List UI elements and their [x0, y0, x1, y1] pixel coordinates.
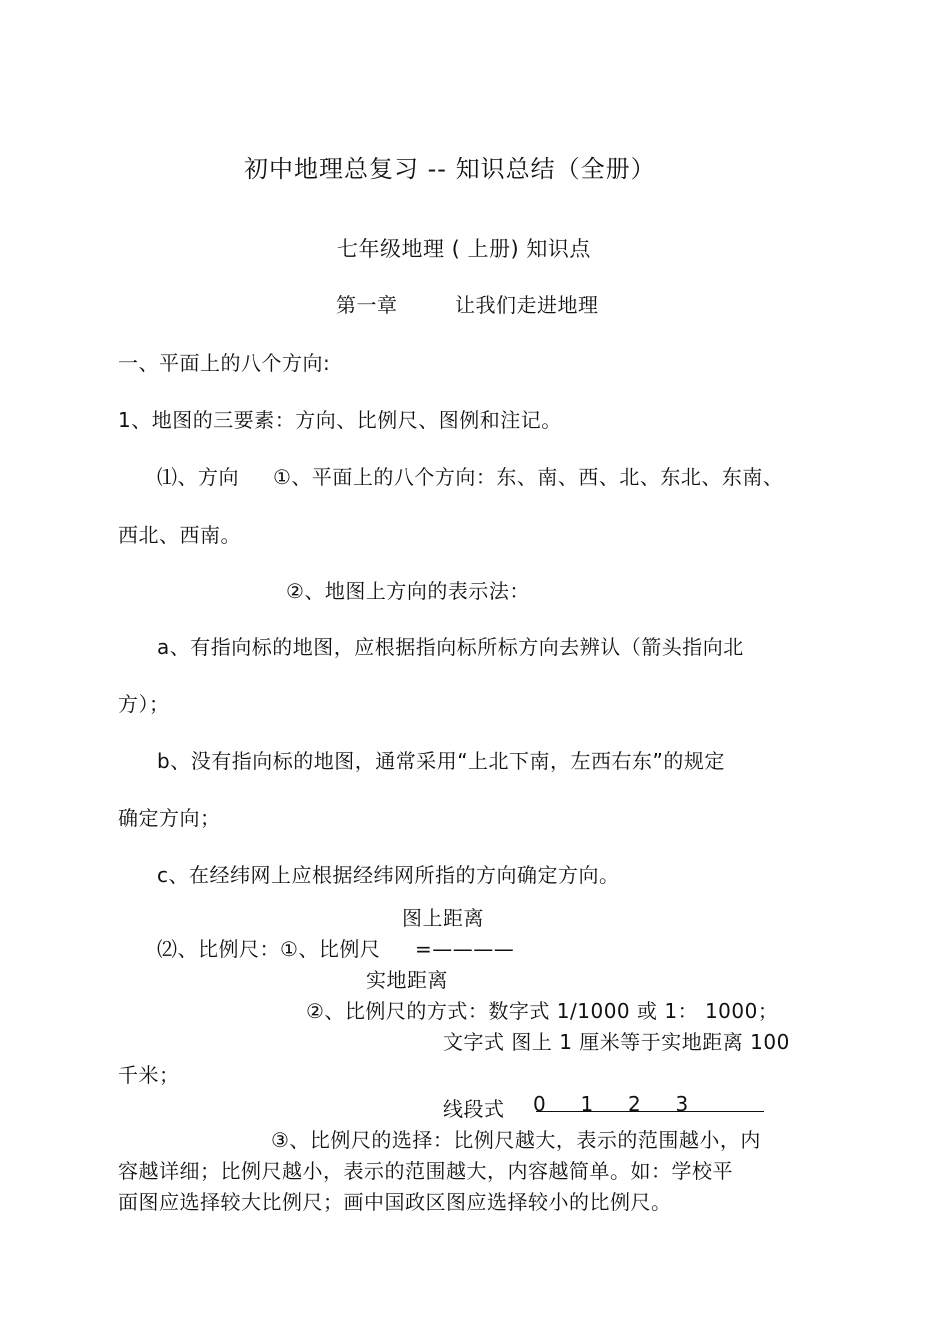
item-a-line2: 方）； — [118, 692, 170, 716]
fraction-numerator: 图上距离 — [402, 906, 484, 930]
line-form-ticks: 0 1 2 3 — [533, 1092, 689, 1116]
item-a-line1: a、有指向标的地图，应根据指向标所标方向去辨认（箭头指向北 — [157, 635, 744, 659]
fraction-bar: =———— — [415, 937, 515, 961]
direction-label: ⑴、方向 — [157, 465, 239, 489]
scale-choice-line3: 面图应选择较大比例尺；画中国政区图应选择较小的比例尺。 — [118, 1190, 672, 1214]
scale-forms-line: ②、比例尺的方式：数字式 1/1000 或 1： 1000； — [306, 999, 779, 1023]
point-heading: 1、地图的三要素：方向、比例尺、图例和注记。 — [118, 408, 562, 432]
text-form-unit: 千米； — [118, 1063, 180, 1087]
direction-text-line2: 西北、西南。 — [118, 523, 241, 547]
line-scale-bar — [536, 1111, 764, 1112]
item-b-line2: 确定方向； — [118, 806, 221, 830]
scale-choice-line1: ③、比例尺的选择：比例尺越大，表示的范围越小，内 — [271, 1128, 761, 1152]
item-c-line: c、在经纬网上应根据经纬网所指的方向确定方向。 — [157, 863, 620, 887]
scale-choice-line2: 容越详细；比例尺越小，表示的范围越大，内容越简单。如：学校平 — [118, 1159, 733, 1183]
direction-method-heading: ②、地图上方向的表示法： — [286, 579, 530, 603]
chapter-title: 让我们走进地理 — [455, 293, 599, 317]
section-heading: 一、平面上的八个方向: — [118, 351, 331, 375]
fraction-denominator: 实地距离 — [366, 968, 448, 992]
document-title: 初中地理总复习 -- 知识总结（全册） — [244, 155, 656, 183]
document-subtitle: 七年级地理 ( 上册) 知识点 — [337, 237, 591, 261]
direction-text-line1: ①、平面上的八个方向：东、南、西、北、东北、东南、 — [273, 465, 784, 489]
text-form-line: 文字式 图上 1 厘米等于实地距离 100 — [443, 1030, 790, 1054]
item-b-line1: b、没有指向标的地图，通常采用“上北下南，左西右东”的规定 — [157, 749, 725, 773]
scale-label: ⑵、比例尺：①、比例尺 — [157, 937, 381, 961]
line-form-label: 线段式 — [443, 1097, 505, 1121]
chapter-number: 第一章 — [336, 293, 398, 317]
